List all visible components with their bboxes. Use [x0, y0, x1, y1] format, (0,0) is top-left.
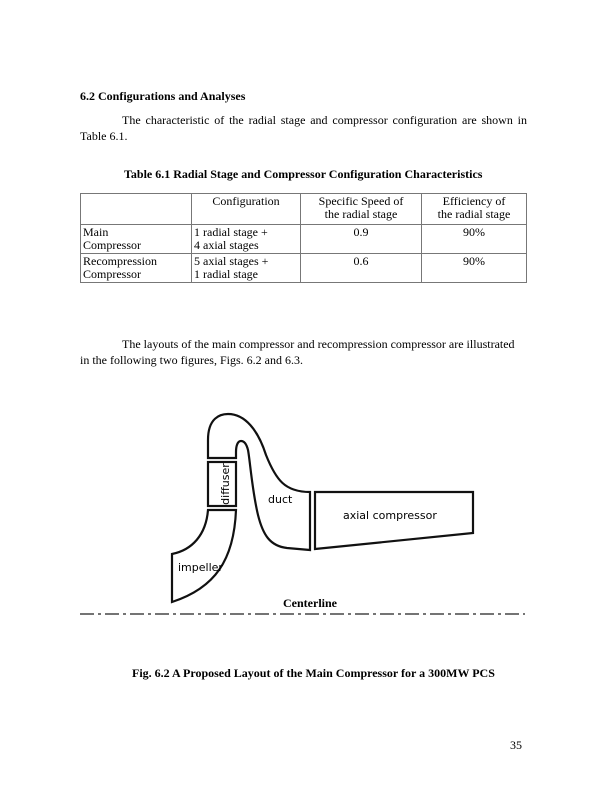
header-cell	[192, 194, 301, 225]
table-row	[81, 254, 527, 283]
compressor-layout-figure	[80, 410, 530, 640]
impeller-label: impeller	[178, 561, 223, 574]
cell	[81, 225, 192, 254]
cell-text: 5 axial stages +	[194, 254, 269, 268]
centerline-label: Centerline	[283, 596, 337, 610]
cell: 90%	[422, 225, 527, 254]
section-heading: 6.2 Configurations and Analyses	[80, 89, 246, 103]
impeller-shape	[172, 510, 236, 602]
table-caption: Table 6.1 Radial Stage and Compressor Configuration Characteristics	[124, 167, 483, 181]
table-row	[81, 225, 527, 254]
table-header-row	[81, 194, 527, 225]
paragraph-line: The characteristic of the radial stage and compressor configuration are shown in	[122, 113, 527, 127]
header-text: Configuration	[212, 194, 280, 208]
header-text: Specific Speed of	[318, 194, 404, 208]
cell-text: Main	[83, 225, 109, 239]
cell-text: 4 axial stages	[194, 238, 259, 252]
configuration-table	[80, 193, 527, 283]
cell: 90%	[422, 254, 527, 283]
cell	[192, 225, 301, 254]
header-cell	[422, 194, 527, 225]
cell-text: Recompression	[83, 254, 157, 268]
cell-text: 1 radial stage +	[194, 225, 268, 239]
diffuser-label: diffuser	[219, 463, 232, 505]
figure-caption: Fig. 6.2 A Proposed Layout of the Main Compressor for a 300MW PCS	[132, 666, 495, 680]
page-number: 35	[510, 738, 522, 752]
cell	[192, 254, 301, 283]
cell-text: Compressor	[83, 267, 141, 281]
paragraph-line: The layouts of the main compressor and recompression compressor are illustrated	[122, 337, 515, 351]
paragraph-line: in the following two figures, Figs. 6.2 and 6.3.	[80, 353, 303, 367]
cell	[81, 254, 192, 283]
duct-label: duct	[268, 493, 293, 506]
cell-text: 1 radial stage	[194, 267, 258, 281]
cell-text: Compressor	[83, 238, 141, 252]
header-cell-empty	[81, 194, 192, 225]
header-cell	[301, 194, 422, 225]
paragraph-line: Table 6.1.	[80, 129, 128, 143]
header-text: the radial stage	[437, 207, 511, 221]
axial-compressor-label: axial compressor	[343, 509, 437, 522]
cell: 0.6	[301, 254, 422, 283]
header-text: the radial stage	[324, 207, 398, 221]
cell: 0.9	[301, 225, 422, 254]
header-text: Efficiency of	[442, 194, 506, 208]
